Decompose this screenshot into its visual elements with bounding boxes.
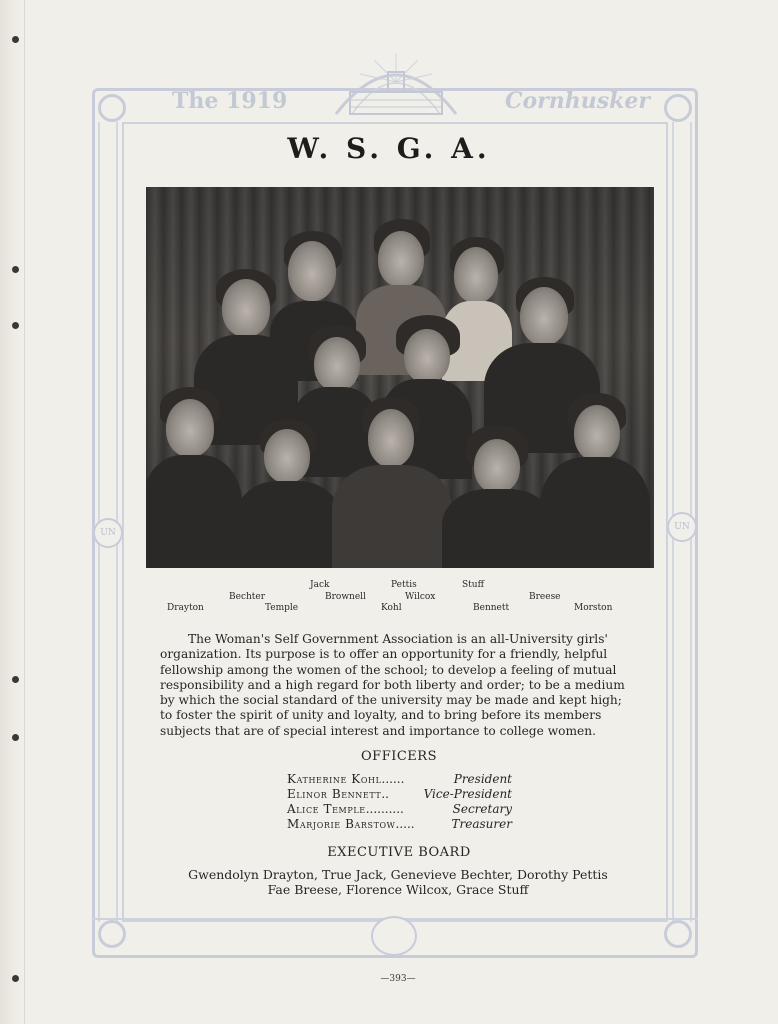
officer-name: Elinor Bennett — [287, 787, 382, 801]
binding-hole — [12, 734, 19, 741]
description-line: The Woman's Self Government Association is an all-University girls' — [188, 632, 608, 646]
binding-hole — [12, 676, 19, 683]
leader-dots: ..... — [395, 817, 415, 831]
yearbook-name: Cornhusker — [505, 88, 650, 114]
officer-role: Secretary — [452, 802, 512, 816]
officer-role: Vice-President — [423, 787, 512, 801]
description-line: to foster the spirit of unity and loyalty, and to bring before its members — [160, 708, 602, 723]
officer-row — [287, 787, 512, 802]
scroll-ornament — [664, 94, 692, 122]
caption-name: Kohl — [381, 603, 402, 613]
caption-name: Pettis — [391, 580, 417, 590]
officer-row — [287, 817, 512, 832]
university-seal-icon: UN — [667, 512, 697, 542]
caption-name: Stuff — [462, 580, 484, 590]
caption-name: Temple — [265, 603, 299, 613]
scroll-ornament — [98, 920, 126, 948]
officer-name: Katherine Kohl — [287, 772, 382, 786]
description-line: fellowship among the women of the school; to develop a feeling of mutual — [160, 662, 617, 677]
officer-role: President — [453, 772, 512, 786]
caption-name: Jack — [310, 580, 330, 590]
yearbook-year: The 1919 — [172, 88, 288, 114]
caption-name: Bennett — [473, 603, 510, 613]
binding-hole — [12, 322, 19, 329]
group-photograph — [146, 187, 654, 568]
description-line: subjects that are of special interest and importance to college women. — [160, 723, 596, 738]
board-members-line: Gwendolyn Drayton, True Jack, Genevieve Bechter, Dorothy Pettis — [188, 867, 608, 882]
officers-heading: OFFICERS — [361, 749, 437, 764]
leader-dots: .. — [381, 787, 389, 801]
caption-name: Bechter — [229, 592, 266, 602]
board-heading: EXECUTIVE BOARD — [327, 845, 471, 860]
caption-name: Brownell — [325, 592, 366, 602]
board-members-line: Fae Breese, Florence Wilcox, Grace Stuff — [267, 882, 529, 897]
caption-name: Drayton — [167, 603, 204, 613]
leader-dots: .......... — [365, 802, 404, 816]
building-emblem-icon — [330, 44, 462, 120]
caption-name: Wilcox — [405, 592, 436, 602]
officer-row — [287, 802, 512, 817]
binding-hole — [12, 266, 19, 273]
description-line: by which the social standard of the university may be made and kept high; — [160, 693, 622, 708]
description-paragraph — [160, 632, 640, 739]
officer-name: Alice Temple — [287, 802, 366, 816]
university-seal-icon: UN — [93, 518, 123, 548]
binding-hole — [12, 36, 19, 43]
caption-name: Morston — [574, 603, 613, 613]
leader-dots: ...... — [381, 772, 405, 786]
scroll-ornament — [98, 94, 126, 122]
description-line: organization. Its purpose is to offer an opportunity for a friendly, helpful — [160, 647, 608, 662]
officer-row — [287, 772, 512, 787]
page-number: —393— — [380, 974, 416, 984]
caption-name: Breese — [529, 592, 561, 602]
officer-name: Marjorie Barstow — [287, 817, 396, 831]
description-line: responsibility and a high regard for both liberty and order; to be a medium — [160, 677, 625, 692]
scroll-ornament — [664, 920, 692, 948]
seal-medallion-icon — [371, 916, 417, 956]
page-title: W. S. G. A. — [287, 132, 491, 165]
officer-role: Treasurer — [451, 817, 512, 831]
